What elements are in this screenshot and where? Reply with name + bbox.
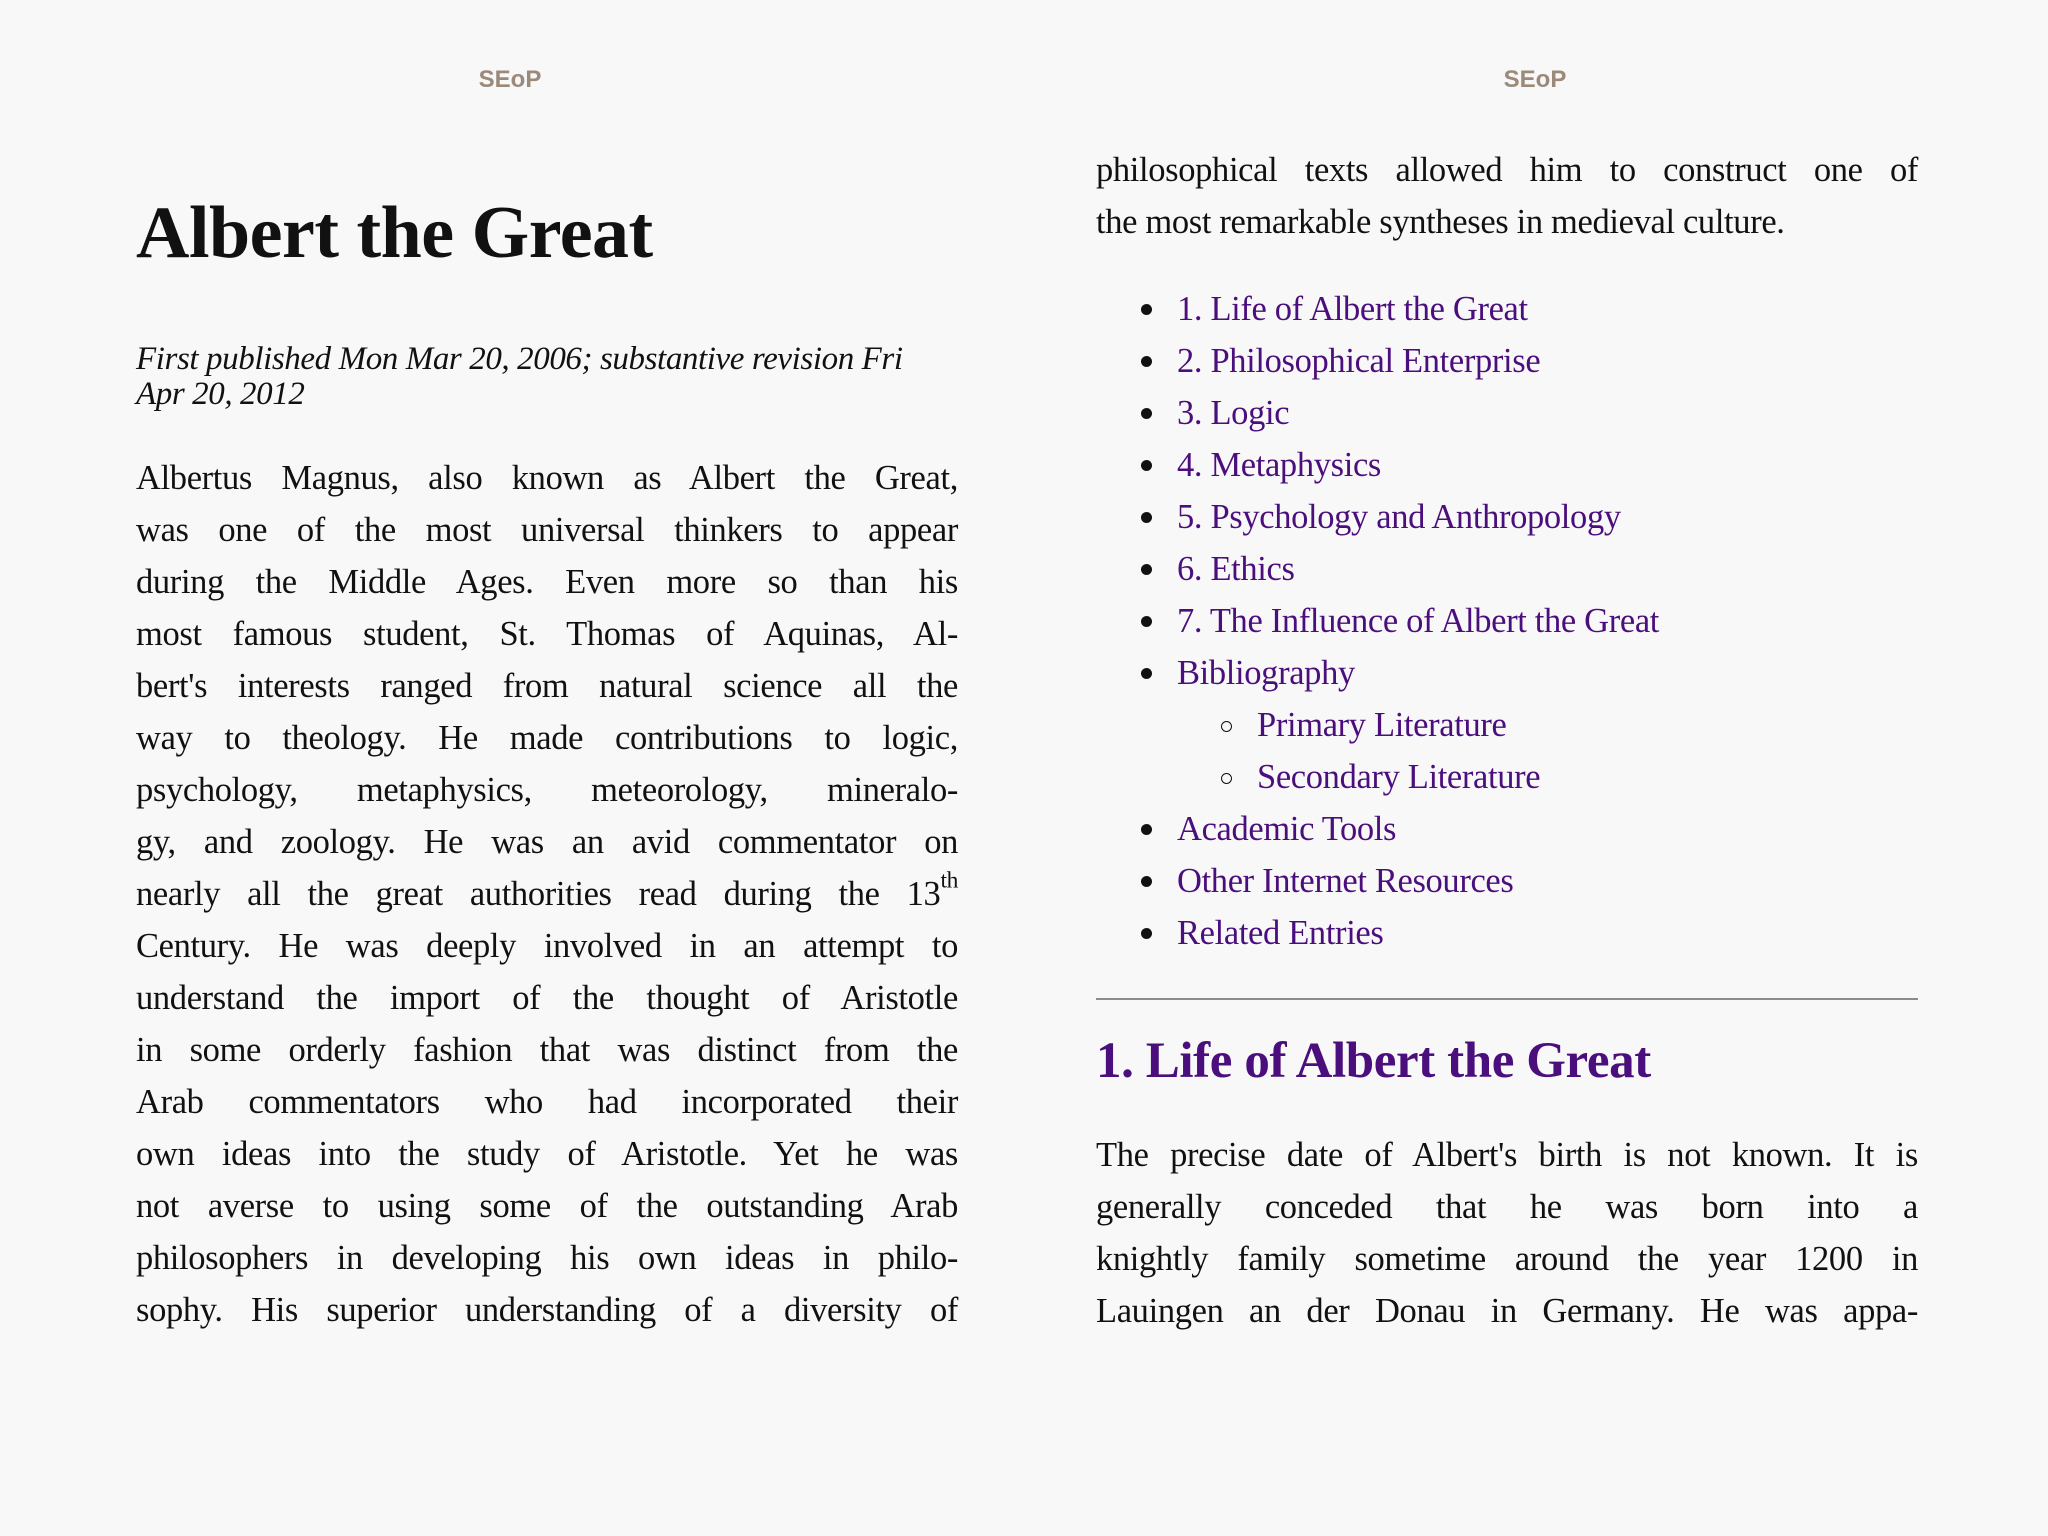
text-line: way to theology. He made contributions to logic, <box>136 719 958 757</box>
toc-link-academic-tools[interactable]: Academic Tools <box>1177 810 1397 848</box>
bullet-icon <box>1141 356 1152 367</box>
bullet-icon <box>1141 824 1152 835</box>
text-line: The precise date of Albert's birth is not known. It is <box>1096 1136 1918 1174</box>
text-line: during the Middle Ages. Even more so than his <box>136 563 958 601</box>
text-line-with-superscript <box>136 868 958 920</box>
bullet-icon <box>1141 304 1152 315</box>
toc-item <box>1096 803 1918 855</box>
toc-link-related-entries[interactable]: Related Entries <box>1177 914 1384 952</box>
toc-subitem <box>1096 699 1918 751</box>
toc-link-influence[interactable]: 7. The Influence of Albert the Great <box>1177 602 1660 640</box>
toc-link-primary-literature[interactable]: Primary Literature <box>1257 706 1507 744</box>
toc-item <box>1096 491 1918 543</box>
table-of-contents <box>1096 283 1918 959</box>
section-heading-life: 1. Life of Albert the Great <box>1096 1033 1651 1089</box>
toc-link-other-internet-resources[interactable]: Other Internet Resources <box>1177 862 1514 900</box>
toc-link-bibliography[interactable]: Bibliography <box>1177 654 1355 692</box>
circle-bullet-icon <box>1221 721 1232 732</box>
toc-link-life[interactable]: 1. Life of Albert the Great <box>1177 290 1528 328</box>
text-line: knightly family sometime around the year 1200 in <box>1096 1240 1918 1278</box>
toc-link-philosophical-enterprise[interactable]: 2. Philosophical Enterprise <box>1177 342 1541 380</box>
toc-link-metaphysics[interactable]: 4. Metaphysics <box>1177 446 1381 484</box>
bullet-icon <box>1141 616 1152 627</box>
text-line: most famous student, St. Thomas of Aquinas, Al- <box>136 615 958 653</box>
text-line: Arab commentators who had incorporated their <box>136 1083 958 1121</box>
text-line: philosophers in developing his own ideas in philo- <box>136 1239 958 1277</box>
toc-item <box>1096 595 1918 647</box>
text-line: philosophical texts allowed him to construct one of <box>1096 151 1918 189</box>
bullet-icon <box>1141 876 1152 887</box>
toc-subitem <box>1096 751 1918 803</box>
text-line: in some orderly fashion that was distinct from the <box>136 1031 958 1069</box>
text-line: understand the import of the thought of Aristotle <box>136 979 958 1017</box>
text-line: was one of the most universal thinkers to appear <box>136 511 958 549</box>
toc-item <box>1096 283 1918 335</box>
toc-item <box>1096 907 1918 959</box>
text-line: Lauingen an der Donau in Germany. He was appa- <box>1096 1292 1918 1330</box>
toc-item <box>1096 647 1918 699</box>
text-line: the most remarkable syntheses in medieval culture. <box>1096 203 1785 241</box>
section-divider <box>1096 998 1918 1000</box>
article-title: Albert the Great <box>136 192 653 274</box>
text-line: own ideas into the study of Aristotle. Yet he was <box>136 1135 958 1173</box>
publication-info: First published Mon Mar 20, 2006; substantive revision Fri Apr 20, 2012 <box>136 341 903 412</box>
toc-link-psychology[interactable]: 5. Psychology and Anthropology <box>1177 498 1621 536</box>
section-paragraph <box>1096 1129 1918 1337</box>
toc-link-secondary-literature[interactable]: Secondary Literature <box>1257 758 1541 796</box>
bullet-icon <box>1141 460 1152 471</box>
text-line: Albertus Magnus, also known as Albert the Great, <box>136 459 958 497</box>
text-line: psychology, metaphysics, meteorology, mineralo- <box>136 771 958 809</box>
text-line: gy, and zoology. He was an avid commentator on <box>136 823 958 861</box>
toc-item <box>1096 543 1918 595</box>
toc-item <box>1096 855 1918 907</box>
text-line: sophy. His superior understanding of a diversity of <box>136 1291 958 1329</box>
text-line: Century. He was deeply involved in an attempt to <box>136 927 958 965</box>
preamble-continued <box>1096 144 1918 248</box>
toc-item <box>1096 387 1918 439</box>
circle-bullet-icon <box>1221 773 1232 784</box>
running-head-right: SEoP <box>1503 66 1567 93</box>
bullet-icon <box>1141 512 1152 523</box>
preamble-paragraph <box>136 452 958 1336</box>
text-line: generally conceded that he was born into a <box>1096 1188 1918 1226</box>
ordinal-superscript: th <box>940 867 958 894</box>
toc-link-logic[interactable]: 3. Logic <box>1177 394 1290 432</box>
text-line: not averse to using some of the outstanding Arab <box>136 1187 958 1225</box>
toc-item <box>1096 439 1918 491</box>
toc-link-ethics[interactable]: 6. Ethics <box>1177 550 1295 588</box>
text-line: bert's interests ranged from natural science all the <box>136 667 958 705</box>
bullet-icon <box>1141 668 1152 679</box>
running-head-left: SEoP <box>478 66 542 93</box>
bullet-icon <box>1141 928 1152 939</box>
text-line-main: nearly all the great authorities read during the 13 <box>136 875 941 913</box>
bullet-icon <box>1141 564 1152 575</box>
toc-item <box>1096 335 1918 387</box>
bullet-icon <box>1141 408 1152 419</box>
